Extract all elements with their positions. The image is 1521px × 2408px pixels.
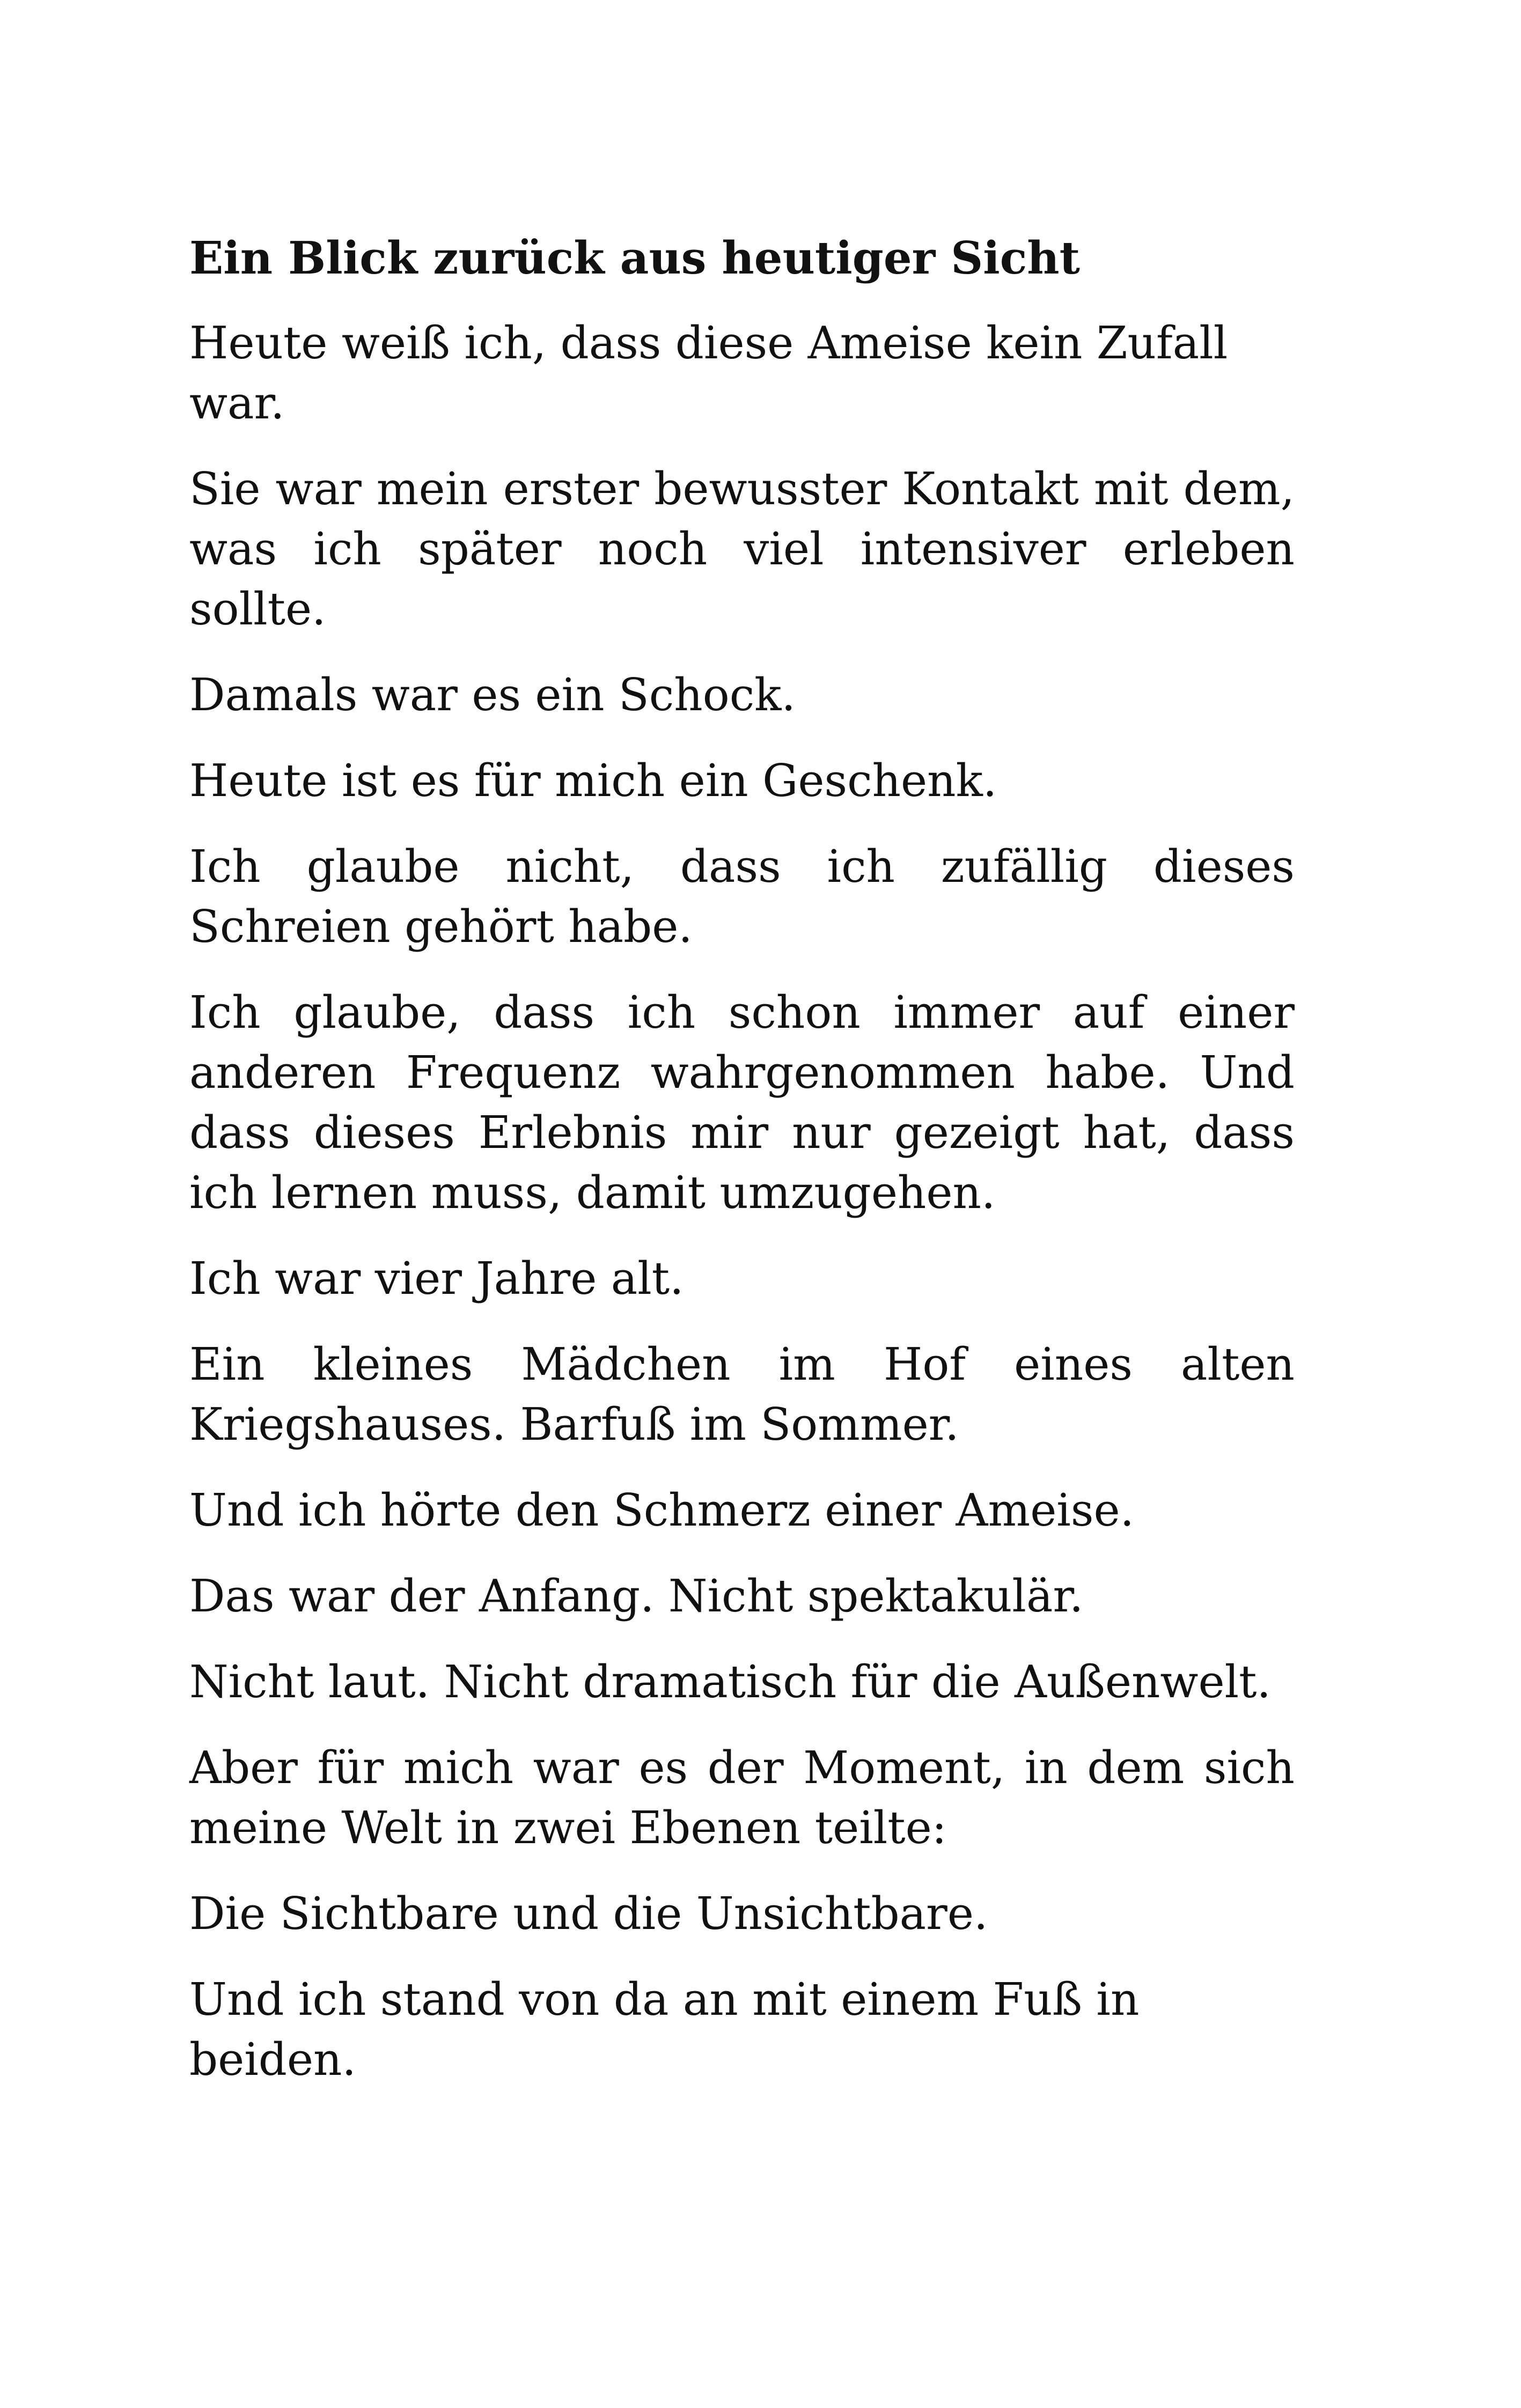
- paragraph: Die Sichtbare und die Unsichtbare.: [189, 1888, 988, 1940]
- paragraph: Damals war es ein Schock.: [189, 669, 796, 721]
- paragraph: Ich war vier Jahre alt.: [189, 1253, 684, 1305]
- section-heading: Ein Blick zurück aus heutiger Sicht: [189, 232, 1080, 284]
- paragraph: Heute weiß ich, dass diese Ameise kein Zufall war.: [189, 317, 1228, 429]
- page-text: [189, 228, 1295, 2116]
- paragraph: Heute ist es für mich ein Geschenk.: [189, 755, 997, 807]
- paragraph: Nicht laut. Nicht dramatisch für die Außenwelt.: [189, 1656, 1271, 1708]
- paragraph: Ein kleines Mädchen im Hof eines alten Kriegshauses. Barfuß im Sommer.: [189, 1338, 1295, 1450]
- paragraph: Und ich stand von da an mit einem Fuß in beiden.: [189, 1973, 1140, 2086]
- paragraph: Ich glaube, dass ich schon immer auf einer anderen Frequenz wahrgenommen habe. Und dass dieses Erlebnis mir nur gezeigt hat, dass ich lernen muss, damit umzugehen.: [189, 986, 1295, 1219]
- paragraph: Aber für mich war es der Moment, in dem sich meine Welt in zwei Ebenen teilte:: [189, 1742, 1295, 1854]
- paragraph: Ich glaube nicht, dass ich zufällig dieses Schreien gehört habe.: [189, 841, 1295, 953]
- paragraph: Sie war mein erster bewusster Kontakt mit dem, was ich später noch viel intensiver erleben sollte.: [189, 463, 1295, 635]
- paragraph: Das war der Anfang. Nicht spektakulär.: [189, 1570, 1084, 1622]
- paragraph: Und ich hörte den Schmerz einer Ameise.: [189, 1484, 1134, 1536]
